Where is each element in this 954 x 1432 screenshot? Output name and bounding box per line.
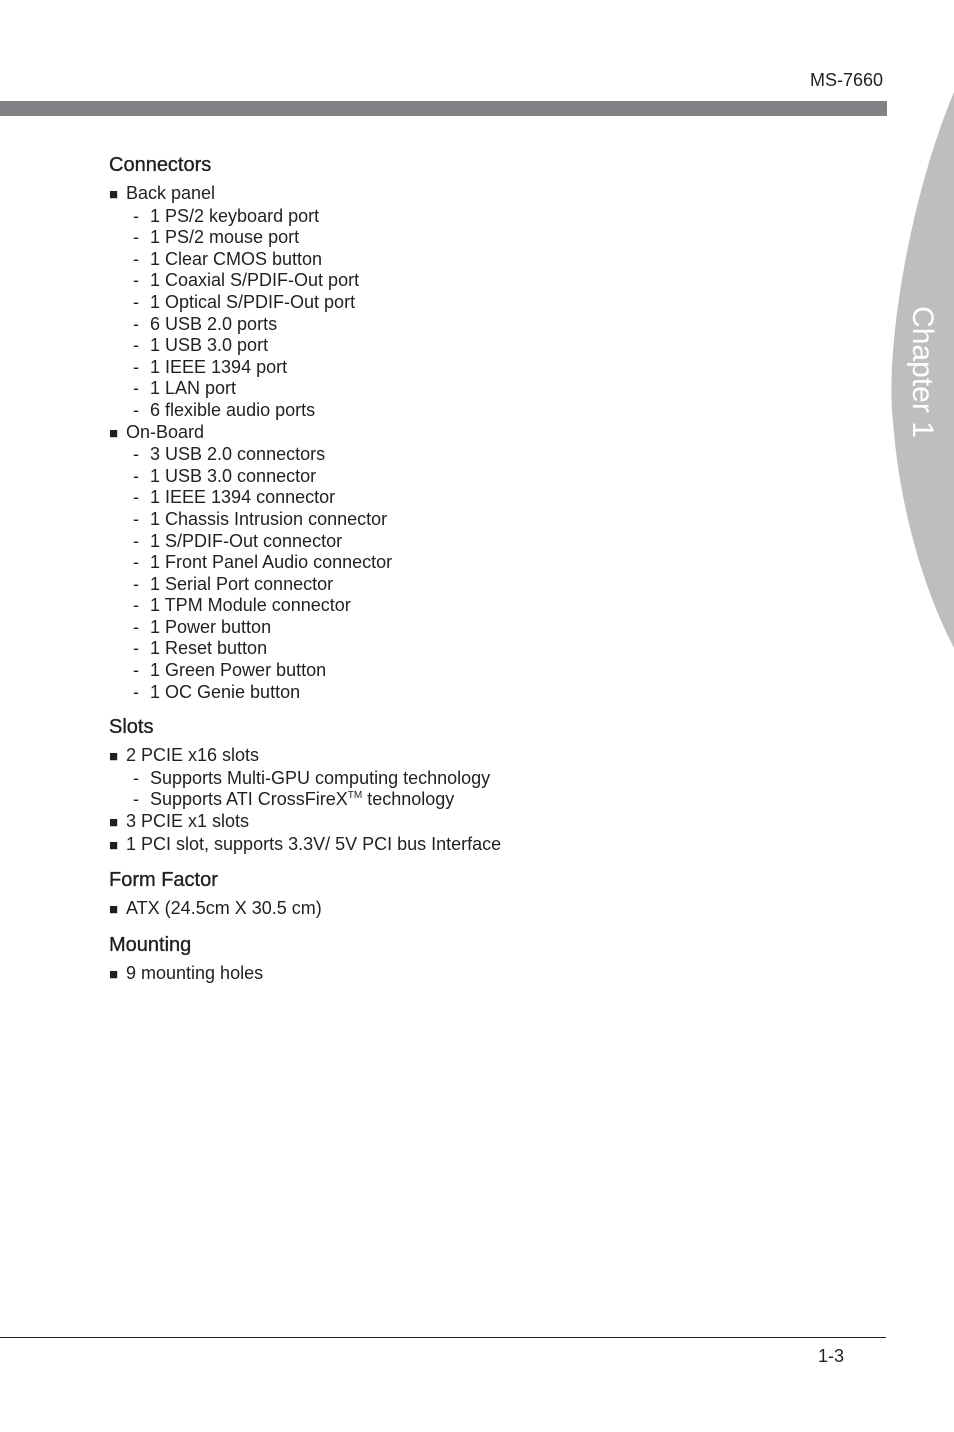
connectors-section <box>109 151 869 703</box>
list-item: ■ Back panel <box>109 183 869 206</box>
list-subitem: - 1 Reset button <box>133 638 268 659</box>
page-number: 1-3 <box>818 1346 845 1366</box>
list-item: ■ ATX (24.5cm X 30.5 cm) <box>109 898 869 921</box>
list-subitem: - 1 Optical S/PDIF-Out port <box>133 291 356 312</box>
list-subitem: - 1 S/PDIF-Out connector <box>133 530 343 551</box>
list-subitem: - 1 Clear CMOS button <box>133 248 323 269</box>
back-panel-list <box>109 206 869 422</box>
list-item: ■ On-Board <box>109 422 869 445</box>
mounting-section <box>109 931 869 986</box>
square-bullet-icon: ■ <box>109 424 119 442</box>
list-subitem: - 1 TPM Module connector <box>133 595 351 616</box>
list-item: ■ 9 mounting holes <box>109 963 869 986</box>
square-bullet-icon: ■ <box>109 814 119 832</box>
list-subitem: - 1 Serial Port connector <box>133 573 334 594</box>
list-subitem: - 1 IEEE 1394 connector <box>133 487 336 508</box>
list-item: ■ 2 PCIE x16 slots <box>109 745 869 768</box>
section-heading: Connectors <box>109 154 212 176</box>
list-subitem: - 1 Coaxial S/PDIF-Out port <box>133 270 360 291</box>
list-item: ■ 3 PCIE x1 slots <box>109 811 869 834</box>
header-bar <box>0 101 887 116</box>
trademark-mark: TM <box>347 790 363 802</box>
list-subitem: - 3 USB 2.0 connectors <box>133 444 326 465</box>
section-heading: Slots <box>109 716 154 739</box>
spec-content <box>109 151 869 995</box>
list-subitem: - Supports ATI CrossFireX™ technology <box>133 789 455 810</box>
list-subitem: - 6 USB 2.0 ports <box>133 313 278 334</box>
slots-section <box>109 713 869 856</box>
section-heading: Form Factor <box>109 869 218 892</box>
list-subitem: - 1 OC Genie button <box>133 681 301 702</box>
square-bullet-icon: ■ <box>109 186 119 203</box>
list-subitem: - 1 Chassis Intrusion connector <box>133 508 388 529</box>
list-subitem: - 1 Green Power button <box>133 660 327 681</box>
list-subitem: - 1 USB 3.0 port <box>133 335 269 356</box>
section-heading: Mounting <box>109 933 192 956</box>
square-bullet-icon: ■ <box>109 965 119 983</box>
on-board-list <box>109 444 869 703</box>
list-subitem: - 1 USB 3.0 connector <box>133 465 317 486</box>
form-factor-section <box>109 866 869 921</box>
square-bullet-icon: ■ <box>109 836 119 854</box>
list-subitem: - Supports Multi-GPU computing technology <box>133 767 491 788</box>
list-subitem: - 1 IEEE 1394 port <box>133 356 288 377</box>
list-subitem: - 1 Power button <box>133 616 272 637</box>
chapter-label: Chapter 1 <box>906 306 939 438</box>
list-subitem: - 1 PS/2 mouse port <box>133 227 300 248</box>
square-bullet-icon: ■ <box>109 748 119 766</box>
footer-rule <box>0 1337 886 1338</box>
model-number: MS-7660 <box>809 70 883 90</box>
list-item: ■ 1 PCI slot, supports 3.3V/ 5V PCI bus Interface <box>109 834 869 857</box>
list-subitem: - 1 Front Panel Audio connector <box>133 552 393 573</box>
square-bullet-icon: ■ <box>109 901 119 919</box>
list-subitem: - 1 PS/2 keyboard port <box>133 205 320 226</box>
list-subitem: - 1 LAN port <box>133 378 237 399</box>
list-subitem: - 6 flexible audio ports <box>133 399 316 420</box>
